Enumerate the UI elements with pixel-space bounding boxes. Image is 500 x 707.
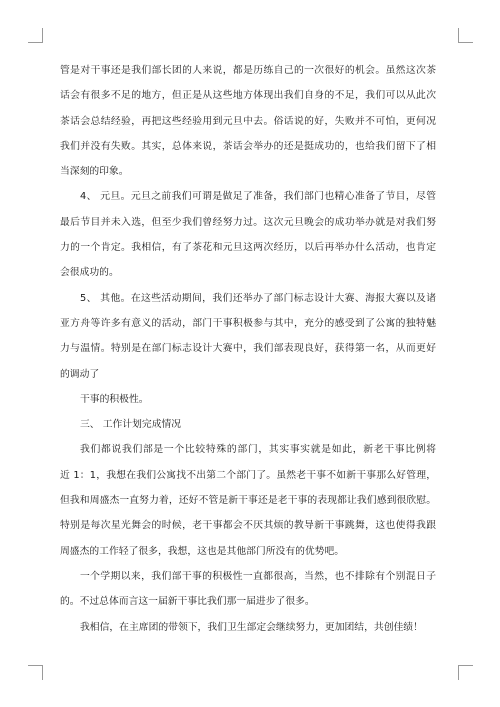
text-line: 我们并没有失败。其实，总体来说，茶话会举办的还是挺成功的，也给我们留下了相 [60,140,436,152]
text-line: 一个学期以来，我们部干事的积极性一直都很高，当然，也不排除有个别混日子 [80,570,436,582]
text-line: 近 1：1，我想在我们公寓找不出第二个部门了。虽然老干事不如新干事那么好管理， [60,469,436,481]
text-line: 4、 元旦。元旦之前我们可谓是做足了准备，我们部门也精心准备了节目，尽管 [80,191,436,203]
crop-mark-bottom-right [458,665,473,680]
text-line: 5、 其他。在这些活动期间，我们还举办了部门标志设计大赛、海报大赛以及诸 [80,292,436,304]
text-line: 特别是每次星光舞会的时候，老干事都会不厌其烦的教导新干事跳舞，这也使得我跟 [60,520,436,532]
text-line: 最后节目并未入选，但至少我们曾经努力过。这次元旦晚会的成功举办就是对我们努 [60,216,436,228]
crop-mark-top-right [458,28,473,43]
text-line: 管是对干事还是我们部长团的人来说，都是历练自己的一次很好的机会。虽然这次茶 [60,65,436,76]
section-heading: 三、 工作计划完成情况 [80,419,182,431]
text-line: 的调动了 [60,368,100,380]
body-text [60,58,436,640]
text-line: 当深刻的印象。 [60,166,129,178]
crop-mark-bottom-left [28,665,43,680]
text-line: 周盛杰的工作轻了很多，我想，这也是其他部门所没有的优势吧。 [60,545,345,557]
text-line: 茶话会总结经验，再把这些经验用到元旦中去。俗话说的好，失败并不可怕，更何况 [60,115,436,127]
text-line: 我们都说我们部是一个比较特殊的部门，其实事实就是如此，新老干事比例将 [80,444,436,456]
text-line: 干事的积极性。 [80,393,149,405]
text-line: 但我和周盛杰一直努力着，还好不管是新干事还是老干事的表现都让我们感到很欣慰。 [60,495,436,507]
text-line: 的。不过总体而言这一届新干事比我们那一届进步了很多。 [60,596,315,608]
text-line: 会很成功的。 [60,267,119,279]
text-line: 亚方舟等许多有意义的活动，部门干事积极参与其中，充分的感受到了公寓的独特魅 [60,317,436,329]
crop-mark-top-left [28,28,43,43]
text-line: 我相信，在主席团的带领下，我们卫生部定会继续努力，更加团结，共创佳绩！ [80,621,423,633]
text-line: 力的一个肯定。我相信，有了茶花和元旦这两次经历，以后再举办什么活动，也肯定 [60,242,436,254]
text-line: 话会有很多不足的地方，但正是从这些地方体现出我们自身的不足，我们可以从此次 [60,90,436,102]
text-line: 力与温情。特别是在部门标志设计大赛中，我们部表现良好，获得第一名，从而更好 [60,343,436,355]
